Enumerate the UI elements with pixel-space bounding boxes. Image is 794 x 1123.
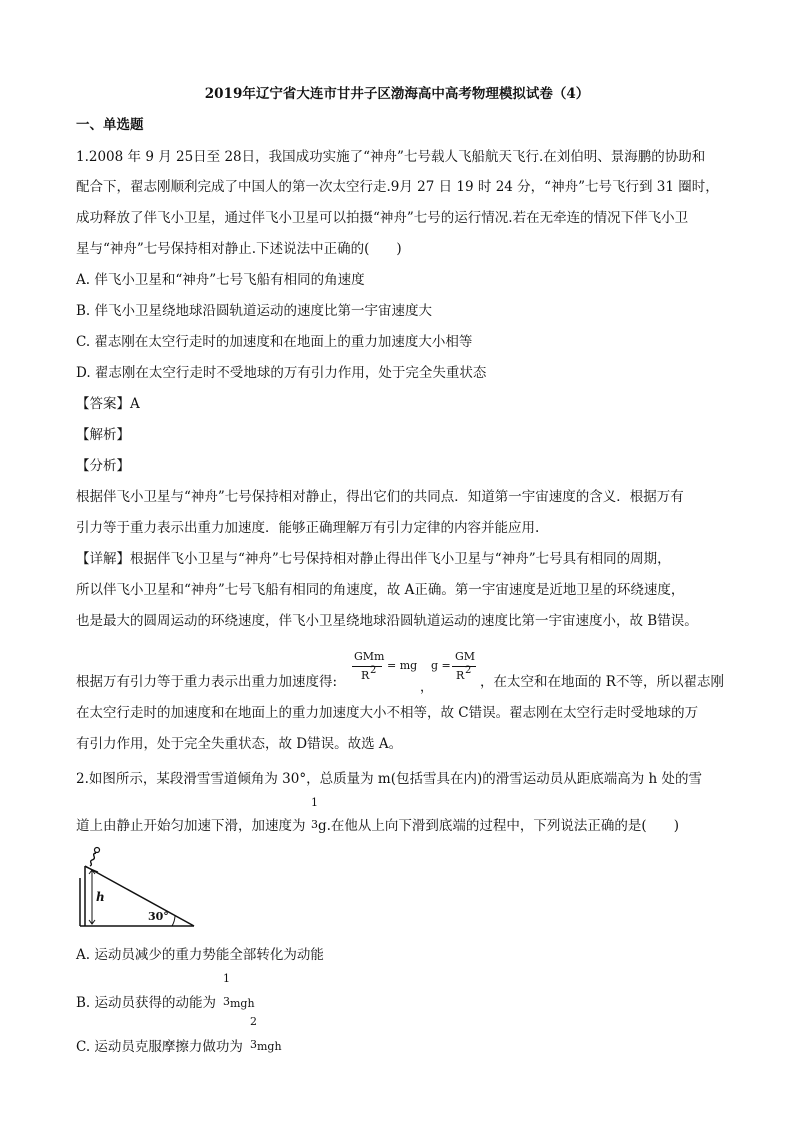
eq1-numerator: GMm [354, 650, 385, 663]
q2-option-c-unit: mgh [257, 1040, 282, 1053]
q2-option-b-unit: mgh [230, 997, 255, 1010]
equation-separator: ， [420, 680, 434, 695]
q1-detail-line-4a: 根据万有引力等于重力表示出重力加速度得: [76, 674, 338, 690]
q2-option-b-text: B. 运动员获得的动能为 [76, 995, 217, 1011]
q1-fenxi-heading: 【分析】 [76, 458, 130, 474]
eq1-rhs: = mg [387, 659, 418, 672]
q2-stem-line-2a: 道上由静止开始匀加速下滑，加速度为 [76, 818, 306, 834]
q1-detail-line-2: 所以伴飞小卫星和“神舟”七号飞船有相同的角速度，故 A正确。第一宇宙速度是近地卫星的环绕速度， [76, 582, 685, 598]
q2-stem-line-2b: g.在他从上向下滑到底端的过程中，下列说法正确的是( ) [318, 818, 679, 834]
q2-option-b-numerator: 1 [223, 972, 230, 985]
q1-option-c: C. 翟志刚在太空行走时的加速度和在地面上的重力加速度大小相等 [76, 334, 473, 350]
q1-stem-line-1: 1.2008 年 9 月 25日至 28日，我国成功实施了“神舟”七号载人飞船航天飞行.在刘伯明、景海鹏的协助和 [76, 149, 706, 165]
page-title: 2019年辽宁省大连市甘井子区渤海高中高考物理模拟试卷（4） [204, 86, 590, 102]
q2-accel-denominator: 3 [311, 818, 318, 831]
q1-stem-line-2: 配合下，翟志刚顺利完成了中国人的第一次太空行走.9月 27 日 19 时 24 分，“神舟”七号飞行到 31 圈时， [76, 179, 719, 195]
eq1-fraction-bar [352, 666, 382, 667]
q1-detail-line-1: 【详解】根据伴飞小卫星与“神舟”七号保持相对静止得出伴飞小卫星与“神舟”七号具有相同的周期， [76, 551, 671, 567]
angle-label: 30° [148, 910, 169, 923]
eq2-fraction-bar [452, 666, 476, 667]
q2-accel-numerator: 1 [311, 796, 318, 809]
q1-option-a: A. 伴飞小卫星和“神舟”七号飞船有相同的角速度 [76, 272, 365, 288]
slope-diagram [76, 840, 200, 932]
skier-icon [86, 848, 100, 873]
q2-option-a: A. 运动员减少的重力势能全部转化为动能 [76, 947, 324, 963]
q1-detail-line-4b: ，在太空和在地面的 R不等，所以翟志刚 [480, 674, 724, 690]
section-heading: 一、单选题 [76, 117, 144, 133]
q1-answer: 【答案】A [76, 396, 140, 412]
q1-option-b: B. 伴飞小卫星绕地球沿圆轨道运动的速度比第一宇宙速度大 [76, 303, 433, 319]
q1-fenxi-line-2: 引力等于重力表示出重力加速度．能够正确理解万有引力定律的内容并能应用. [76, 520, 540, 536]
eq2-denominator: R [456, 669, 465, 682]
q1-stem-line-3: 成功释放了伴飞小卫星，通过伴飞小卫星可以拍摄“神舟”七号的运行情况.若在无牵连的情况下伴飞小卫 [76, 210, 689, 226]
q1-option-d: D. 翟志刚在太空行走时不受地球的万有引力作用，处于完全失重状态 [76, 365, 487, 381]
q1-detail-line-6: 有引力作用，处于完全失重状态，故 D错误。故选 A。 [76, 736, 403, 752]
height-label: h [96, 890, 105, 904]
q1-detail-line-5: 在太空行走时的加速度和在地面上的重力加速度大小不相等，故 C错误。翟志刚在太空行走时受地球的万 [76, 705, 699, 721]
q1-stem-line-4: 星与“神舟”七号保持相对静止.下述说法中正确的( ) [76, 241, 402, 257]
q2-option-c-numerator: 2 [250, 1015, 257, 1028]
q1-detail-line-3: 也是最大的圆周运动的环绕速度，伴飞小卫星绕地球沿圆轨道运动的速度比第一宇宙速度小，故 B错误。 [76, 613, 698, 629]
q2-option-b-denominator: 3 [223, 995, 230, 1008]
q1-fenxi-line-1: 根据伴飞小卫星与“神舟”七号保持相对静止，得出它们的共同点．知道第一宇宙速度的含义．根据万有 [76, 489, 684, 505]
q2-option-c-denominator: 3 [250, 1038, 257, 1051]
q2-stem-line-1: 2.如图所示，某段滑雪雪道倾角为 30°，总质量为 m(包括雪具在内)的滑雪运动员从距底端高为 h 处的雪 [76, 771, 703, 787]
eq2-numerator: GM [455, 650, 476, 663]
q2-option-c-text: C. 运动员克服摩擦力做功为 [76, 1039, 243, 1055]
eq2-exponent: 2 [465, 665, 472, 676]
ski-slope-figure [76, 840, 200, 932]
q1-analysis-heading: 【解析】 [76, 427, 130, 443]
eq1-exponent: 2 [370, 665, 377, 676]
eq2-lhs: g = [431, 659, 451, 672]
eq1-denominator: R [361, 669, 370, 682]
